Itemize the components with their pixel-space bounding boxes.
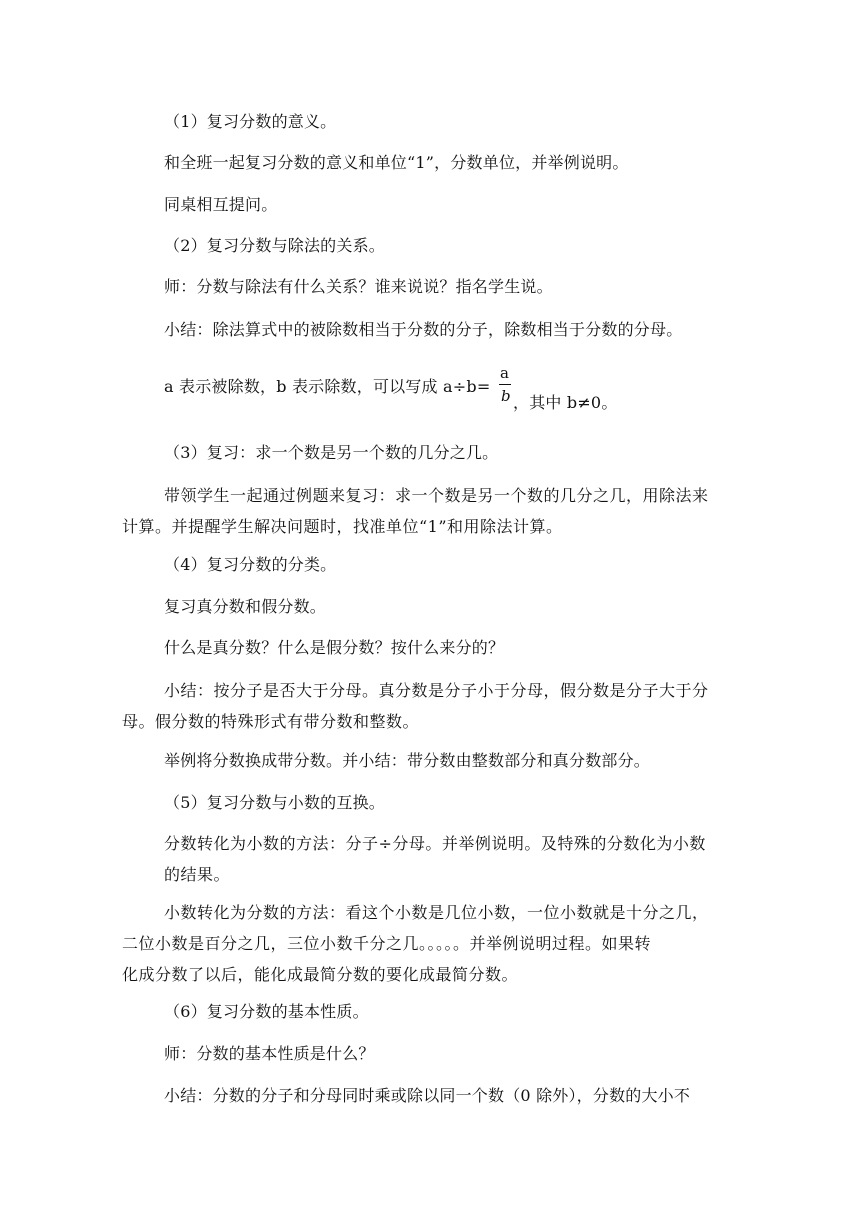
- paragraph-summary-division: 小结：除法算式中的被除数相当于分数的分子，除数相当于分数的分母。: [164, 320, 683, 339]
- paragraph-teacher-basic-property: 师：分数的基本性质是什么？: [164, 1044, 375, 1063]
- paragraph-question-classify: 什么是真分数？什么是假分数？按什么来分的？: [164, 638, 505, 657]
- section-heading-4: （4）复习分数的分类。: [164, 555, 337, 574]
- paragraph-peer-questions: 同桌相互提问。: [164, 195, 278, 214]
- paragraph-formula-text: a 表示被除数，b 表示除数，可以写成 a÷b=: [164, 377, 491, 396]
- paragraph-fraction-to-decimal: [164, 828, 744, 890]
- paragraph-fraction-to-decimal-line-1: 分数转化为小数的方法：分子÷分母。并举例说明。及特殊的分数化为小数: [164, 834, 706, 853]
- paragraph-decimal-to-fraction-line-2: 二位小数是百分之几，三位小数千分之几。。。。。并举例说明过程。如果转: [122, 934, 652, 953]
- paragraph-summary-classify: [122, 675, 742, 737]
- paragraph-formula-condition: ，其中 b≠0。: [513, 393, 618, 412]
- section-heading-5: （5）复习分数与小数的互换。: [164, 793, 385, 812]
- section-heading-6: （6）复习分数的基本性质。: [164, 1002, 369, 1021]
- paragraph-summary-classify-line-1: 小结：按分子是否大于分母。真分数是分子小于分母，假分数是分子大于分: [164, 681, 709, 700]
- fraction-numerator: a: [500, 364, 509, 382]
- paragraph-teacher-question: 师：分数与除法有什么关系？谁来说说？指名学生说。: [164, 277, 553, 296]
- paragraph-example-line-1: 带领学生一起通过例题来复习：求一个数是另一个数的几分之几，用除法来: [164, 486, 709, 505]
- fraction-denominator: b: [501, 387, 511, 405]
- section-heading-2: （2）复习分数与除法的关系。: [164, 236, 385, 255]
- section-heading-3: （3）复习：求一个数是另一个数的几分之几。: [164, 443, 499, 462]
- paragraph-review-meaning: 和全班一起复习分数的意义和单位“1”，分数单位，并举例说明。: [164, 153, 629, 172]
- paragraph-decimal-to-fraction-line-1: 小数转化为分数的方法：看这个小数是几位小数，一位小数就是十分之几，: [164, 903, 709, 922]
- paragraph-summary-classify-line-2: 母。假分数的特殊形式有带分数和整数。: [122, 712, 420, 731]
- paragraph-example-line-2: 计算。并提醒学生解决问题时，找准单位“1”和用除法计算。: [122, 517, 563, 536]
- paragraph-mixed-number: 举例将分数换成带分数。并小结：带分数由整数部分和真分数部分。: [164, 751, 651, 770]
- paragraph-example-review: [122, 480, 742, 542]
- fraction-bar: [499, 384, 511, 385]
- paragraph-summary-basic-property: 小结：分数的分子和分母同时乘或除以同一个数（0 除外），分数的大小不: [164, 1086, 691, 1105]
- paragraph-decimal-to-fraction: [122, 897, 742, 990]
- paragraph-decimal-to-fraction-line-3: 化成分数了以后，能化成最简分数的要化成最简分数。: [122, 965, 519, 984]
- paragraph-proper-improper: 复习真分数和假分数。: [164, 597, 327, 616]
- paragraph-fraction-to-decimal-line-2: 的结果。: [164, 865, 231, 884]
- section-heading-1: （1）复习分数的意义。: [164, 112, 337, 131]
